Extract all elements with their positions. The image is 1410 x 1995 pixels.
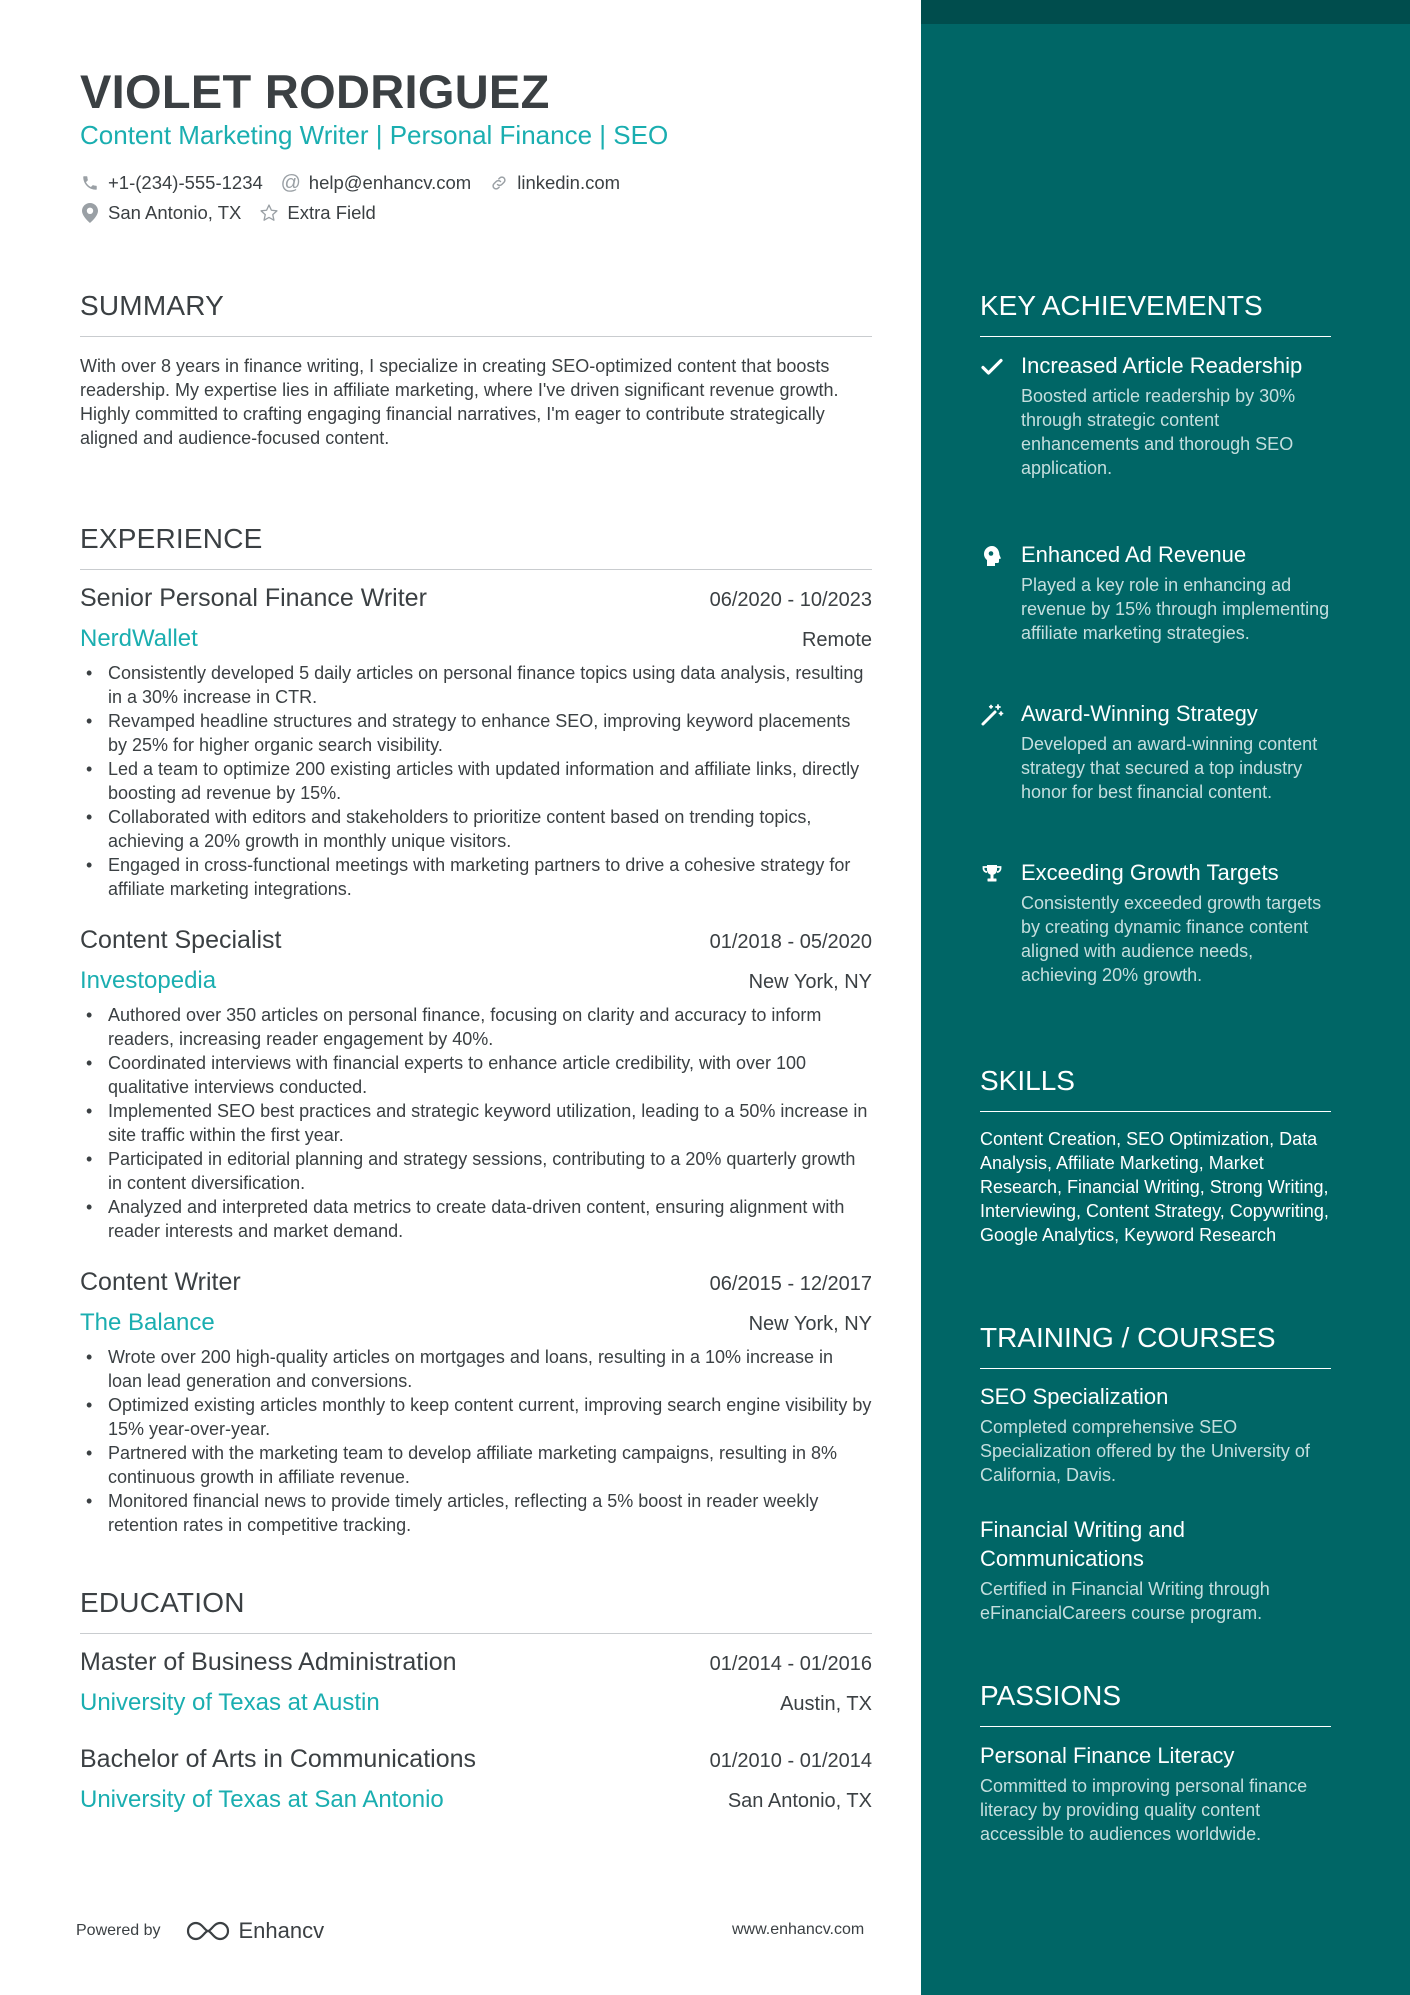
link-icon	[489, 173, 509, 193]
edu-1-head	[80, 1648, 872, 1677]
achievement-desc: Developed an award-winning content strategy that secured a top industry honor for best financial content.	[1021, 734, 1318, 802]
course-desc: Certified in Financial Writing through eFinancialCareers course program.	[980, 1579, 1270, 1623]
course-item	[980, 1382, 1331, 1487]
contact-row-1	[80, 172, 638, 194]
location-text: San Antonio, TX	[108, 202, 242, 223]
achievement-title: Enhanced Ad Revenue	[1021, 542, 1247, 567]
job-1-bullets	[80, 661, 872, 901]
achievement-item	[980, 699, 1331, 804]
course-title: Financial Writing and Communications	[980, 1517, 1186, 1571]
phone-icon	[80, 173, 100, 193]
skills-heading: SKILLS	[980, 1065, 1331, 1112]
enhancv-logo[interactable]	[185, 1918, 325, 1944]
passion-desc: Committed to improving personal finance literacy by providing quality content accessible to audiences worldwide.	[980, 1776, 1308, 1844]
sidebar	[921, 0, 1410, 1995]
candidate-name: VIOLET RODRIGUEZ	[80, 65, 550, 118]
edu-degree: Master of Business Administration	[80, 1648, 457, 1676]
job-company: NerdWallet	[80, 625, 198, 652]
achievement-item	[980, 858, 1331, 987]
list-item: • Coordinated interviews with financial experts to enhance article credibility, with over 100 qualitative interviews conducted.	[80, 1051, 872, 1099]
list-item: • Implemented SEO best practices and strategic keyword utilization, leading to a 50% increase in site traffic within the first year.	[80, 1099, 872, 1147]
enhancv-logo-icon	[185, 1919, 231, 1943]
list-item: • Led a team to optimize 200 existing articles with updated information and affiliate links, directly boosting ad revenue by 15%.	[80, 757, 872, 805]
head-gear-icon	[980, 544, 1004, 568]
location-pin-icon	[80, 203, 100, 223]
contact-extra	[259, 202, 375, 224]
list-item: • Optimized existing articles monthly to keep content current, improving search engine visibility by 15% year-over-year.	[80, 1393, 872, 1441]
experience-heading: EXPERIENCE	[80, 523, 872, 570]
skills-list: Content Creation, SEO Optimization, Data Analysis, Affiliate Marketing, Market Research, Financial Writing, Strong Writing, Interviewing, Content Strategy, Copywriting, Google Analytics, Keyword Research	[980, 1129, 1329, 1245]
achievement-item	[980, 351, 1331, 480]
extra-field-text: Extra Field	[287, 202, 376, 223]
contact-linkedin	[489, 172, 620, 194]
course-desc: Completed comprehensive SEO Specialization offered by the University of California, Davis.	[980, 1417, 1310, 1485]
job-company: Investopedia	[80, 967, 217, 994]
training-heading: TRAINING / COURSES	[980, 1322, 1331, 1369]
list-item: • Consistently developed 5 daily articles on personal finance topics using data analysis, resulting in a 30% increase in CTR.	[80, 661, 872, 709]
achievements-heading: KEY ACHIEVEMENTS	[980, 290, 1331, 337]
summary-heading: SUMMARY	[80, 290, 872, 337]
list-item: • Analyzed and interpreted data metrics to create data-driven content, ensuring alignment with reader interests and market demand.	[80, 1195, 872, 1243]
achievement-title: Award-Winning Strategy	[1021, 701, 1258, 726]
job-title: Senior Personal Finance Writer	[80, 584, 427, 612]
passions-heading: PASSIONS	[980, 1680, 1331, 1727]
summary-text: With over 8 years in finance writing, I specialize in creating SEO-optimized content that boosts readership. My expertise lies in affiliate marketing, where I've driven significant revenue growth. Highly committed to crafting engaging financial narratives, I'm eager to contribute strategically aligned and audience-focused content.	[80, 356, 839, 448]
job-dates: 06/2020 - 10/2023	[709, 589, 872, 611]
contact-phone	[80, 172, 263, 194]
magic-wand-icon	[980, 703, 1004, 727]
achievement-desc: Consistently exceeded growth targets by creating dynamic finance content aligned with audience needs, achieving 20% growth.	[1021, 893, 1322, 985]
list-item: • Partnered with the marketing team to develop affiliate marketing campaigns, resulting in 8% continuous growth in affiliate revenue.	[80, 1441, 872, 1489]
list-item: • Participated in editorial planning and strategy sessions, contributing to a 20% quarterly growth in content diversification.	[80, 1147, 872, 1195]
footer-url[interactable]: www.enhancv.com	[732, 1921, 865, 1938]
job-3-head	[80, 1268, 872, 1297]
job-title: Content Specialist	[80, 926, 282, 954]
passion-title: Personal Finance Literacy	[980, 1743, 1235, 1768]
trophy-icon	[980, 862, 1004, 886]
job-location: New York, NY	[748, 1313, 872, 1335]
job-1-org	[80, 625, 872, 653]
course-item	[980, 1515, 1331, 1625]
edu-location: San Antonio, TX	[727, 1790, 872, 1812]
edu-school: University of Texas at San Antonio	[80, 1786, 444, 1813]
sidebar-top-bar	[921, 0, 1410, 24]
contact-location	[80, 202, 241, 224]
star-icon	[259, 203, 279, 223]
edu-1-school	[80, 1689, 872, 1717]
job-location: Remote	[801, 629, 872, 651]
list-item: • Wrote over 200 high-quality articles on mortgages and loans, resulting in a 10% increase in loan lead generation and conversions.	[80, 1345, 872, 1393]
linkedin-text[interactable]: linkedin.com	[517, 172, 621, 193]
edu-2-school	[80, 1786, 872, 1814]
job-2-org	[80, 967, 872, 995]
job-dates: 06/2015 - 12/2017	[709, 1273, 872, 1295]
list-item: • Monitored financial news to provide timely articles, reflecting a 5% boost in reader weekly retention rates in competitive tracking.	[80, 1489, 872, 1537]
achievement-item	[980, 540, 1331, 645]
education-heading: EDUCATION	[80, 1587, 872, 1634]
job-1-head	[80, 584, 872, 613]
job-company: The Balance	[80, 1309, 215, 1336]
list-item: • Authored over 350 articles on personal finance, focusing on clarity and accuracy to inform readers, increasing reader engagement by 40%.	[80, 1003, 872, 1051]
job-2-bullets	[80, 1003, 872, 1243]
checkmark-icon	[980, 355, 1004, 379]
job-location: New York, NY	[748, 971, 872, 993]
job-2-head	[80, 926, 872, 955]
candidate-subtitle: Content Marketing Writer | Personal Finance | SEO	[80, 120, 669, 150]
passion-item	[980, 1741, 1331, 1846]
powered-by-text: Powered by	[76, 1922, 161, 1939]
list-item: • Collaborated with editors and stakeholders to prioritize content based on trending topics, achieving a 20% growth in monthly unique visitors.	[80, 805, 872, 853]
email-text[interactable]: help@enhancv.com	[308, 172, 472, 193]
achievement-desc: Boosted article readership by 30% through strategic content enhancements and thorough SEO application.	[1021, 386, 1296, 478]
contact-email	[281, 172, 471, 194]
edu-degree: Bachelor of Arts in Communications	[80, 1745, 477, 1773]
edu-dates: 01/2010 - 01/2014	[709, 1750, 872, 1772]
course-title: SEO Specialization	[980, 1384, 1169, 1409]
list-item: • Revamped headline structures and strategy to enhance SEO, improving keyword placements by 25% for higher organic search visibility.	[80, 709, 872, 757]
job-3-org	[80, 1309, 872, 1337]
achievement-desc: Played a key role in enhancing ad revenue by 15% through implementing affiliate marketing strategies.	[1021, 575, 1330, 643]
phone-text[interactable]: +1-(234)-555-1234	[108, 172, 263, 193]
job-title: Content Writer	[80, 1268, 241, 1296]
edu-2-head	[80, 1745, 872, 1774]
list-item: • Engaged in cross-functional meetings with marketing partners to drive a cohesive strategy for affiliate marketing integrations.	[80, 853, 872, 901]
edu-school: University of Texas at Austin	[80, 1689, 380, 1716]
enhancv-brand: Enhancv	[238, 1918, 325, 1943]
achievement-title: Exceeding Growth Targets	[1021, 860, 1279, 885]
edu-location: Austin, TX	[780, 1693, 872, 1715]
achievement-title: Increased Article Readership	[1021, 353, 1303, 378]
edu-dates: 01/2014 - 01/2016	[709, 1653, 872, 1675]
footer-powered-by	[76, 1918, 324, 1944]
at-sign-icon: @	[280, 171, 301, 194]
job-dates: 01/2018 - 05/2020	[709, 931, 872, 953]
job-3-bullets	[80, 1345, 872, 1537]
contact-row-2	[80, 202, 394, 224]
